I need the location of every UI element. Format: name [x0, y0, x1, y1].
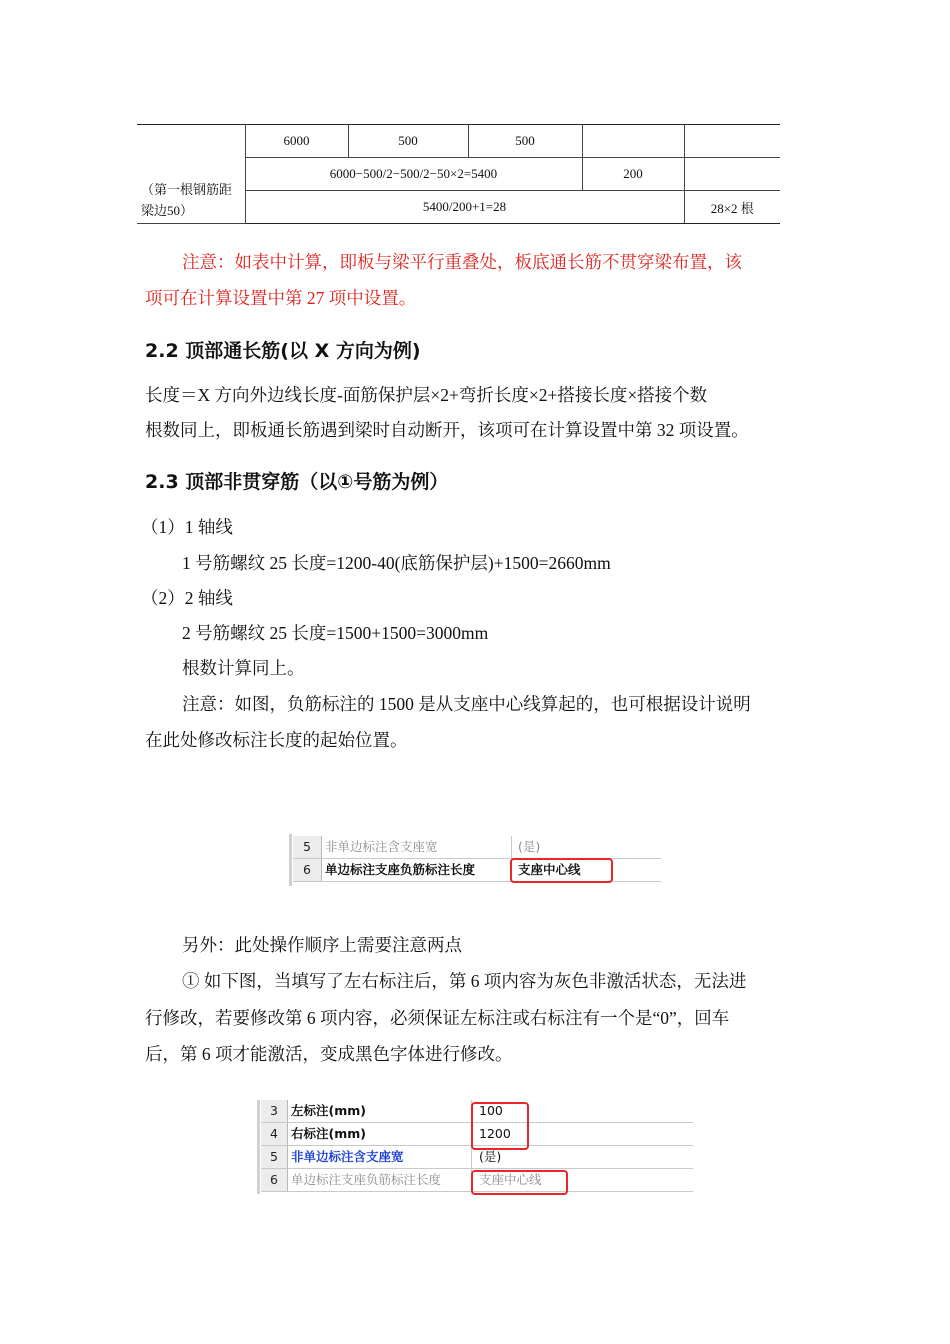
table-cell: 28×2 根 [684, 191, 780, 224]
note-red-line1: 注意：如表中计算，即板与梁平行重叠处，板底通长筋不贯穿梁布置，该 [182, 252, 742, 272]
table-cell: 200 [582, 158, 684, 191]
table-cell [582, 125, 684, 158]
row-name: 单边标注支座负筋标注长度 [288, 1169, 472, 1191]
row-number: 4 [261, 1123, 288, 1145]
note-line1: 注意：如图，负筋标注的 1500 是从支座中心线算起的，也可根据设计说明 [182, 694, 751, 714]
extra-line1: ① 如下图，当填写了左右标注后，第 6 项内容为灰色非激活状态，无法进 [182, 971, 747, 991]
table-cell: 500 [348, 125, 468, 158]
grid-edge [257, 1100, 260, 1194]
row-value[interactable]: 支座中心线 [479, 1172, 542, 1187]
row-number: 6 [261, 1169, 288, 1191]
axis2-calc: 2 号筋螺纹 25 长度=1500+1500=3000mm [182, 623, 489, 643]
table-left-label: （第一根钢筋距梁边50） [137, 125, 245, 224]
extra-line3: 后，第 6 项才能激活，变成黑色字体进行修改。 [145, 1044, 513, 1064]
row-number: 5 [293, 836, 322, 858]
note-line2: 在此处修改标注长度的起始位置。 [145, 730, 408, 750]
settings-grid-screenshot-1 [289, 834, 661, 886]
row-value[interactable]: (是) [518, 839, 541, 854]
row-number: 5 [261, 1146, 288, 1168]
row-value[interactable]: 支座中心线 [518, 862, 581, 877]
highlight-box [471, 1170, 568, 1195]
row-name: 右标注(mm) [288, 1123, 472, 1145]
row-name: 非单边标注含支座宽 [288, 1146, 472, 1168]
row-name: 非单边标注含支座宽 [322, 836, 512, 858]
row-value[interactable]: (是) [479, 1149, 502, 1164]
table-cell [684, 125, 780, 158]
note-red-line2: 项可在计算设置中第 27 项中设置。 [145, 288, 417, 308]
section22-line1: 长度＝X 方向外边线长度-面筋保护层×2+弯折长度×2+搭接长度×搭接个数 [145, 385, 708, 405]
calculation-table [137, 124, 780, 224]
row-name: 单边标注支座负筋标注长度 [322, 859, 512, 881]
grid-edge [289, 834, 292, 886]
count-note: 根数计算同上。 [182, 658, 305, 678]
row-value[interactable]: 100 [479, 1103, 503, 1118]
table-row [293, 836, 661, 859]
highlight-box [510, 858, 613, 883]
row-number: 3 [261, 1100, 288, 1122]
table-cell: 6000−500/2−500/2−50×2=5400 [245, 158, 582, 191]
table-cell [684, 158, 780, 191]
table-cell: 5400/200+1=28 [245, 191, 684, 224]
table-row [137, 125, 780, 158]
row-value[interactable]: 1200 [479, 1126, 511, 1141]
heading-2-3: 2.3 顶部非贯穿筋（以①号筋为例） [145, 471, 449, 493]
table-cell: 6000 [245, 125, 348, 158]
settings-grid-screenshot-2 [257, 1100, 693, 1194]
axis2-label: （2）2 轴线 [141, 588, 233, 608]
axis1-label: （1）1 轴线 [141, 517, 233, 537]
row-number: 6 [293, 859, 322, 881]
heading-2-2: 2.2 顶部通长筋(以 X 方向为例) [145, 340, 421, 362]
axis1-calc: 1 号筋螺纹 25 长度=1200-40(底筋保护层)+1500=2660mm [182, 553, 611, 573]
table-cell: 500 [468, 125, 582, 158]
section22-line2: 根数同上，即板通长筋遇到梁时自动断开，该项可在计算设置中第 32 项设置。 [145, 420, 749, 440]
highlight-box [471, 1102, 529, 1150]
extra-line2: 行修改，若要修改第 6 项内容，必须保证左标注或右标注有一个是“0”，回车 [145, 1008, 730, 1028]
row-name: 左标注(mm) [288, 1100, 472, 1122]
extra-line0: 另外：此处操作顺序上需要注意两点 [182, 935, 462, 955]
